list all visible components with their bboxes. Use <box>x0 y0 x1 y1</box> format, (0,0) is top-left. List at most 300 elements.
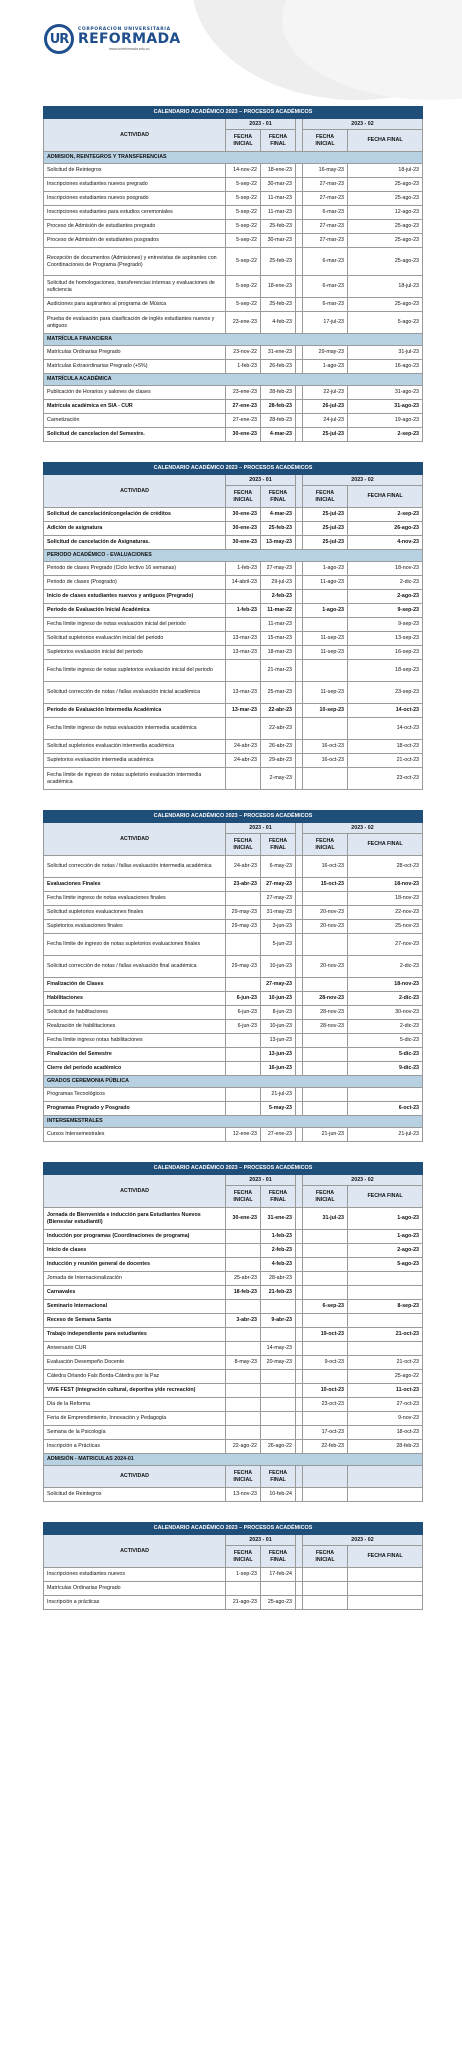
activity-cell: Cátedra Orlando Fals Borda-Cátedra por la Paz <box>44 1370 226 1384</box>
activity-cell: Matrículas Extraordinarias Pregrado (+5%) <box>44 360 226 374</box>
start-date-header: FECHA INICIAL <box>303 130 348 152</box>
calendar-table <box>43 1522 423 1610</box>
date-cell: 13-jun-23 <box>261 1048 296 1062</box>
table-row <box>44 1300 423 1314</box>
date-cell <box>261 1426 296 1440</box>
date-cell: 6-mar-23 <box>303 298 348 312</box>
activity-cell: Periodo de clases Pregrado (Ciclo lectivo 16 semanas) <box>44 562 226 576</box>
date-cell <box>303 978 348 992</box>
date-cell: 27-ene-23 <box>226 414 261 428</box>
activity-cell: Jornada de Bienvenida e inducción para Estudiantes Nuevos (Bienestar estudiantil) <box>44 1208 226 1230</box>
activity-cell: Fecha límite ingreso notas habilitaciones <box>44 1034 226 1048</box>
date-cell: 6-jun-23 <box>226 992 261 1006</box>
table-row <box>44 1128 423 1142</box>
date-cell <box>303 1568 348 1582</box>
activity-cell: Matrículas Ordinarias Pregrado <box>44 1582 226 1596</box>
date-cell: 5-sep-22 <box>226 178 261 192</box>
end-date-header: FECHA FINAL <box>348 130 423 152</box>
end-date-header: FECHA FINAL <box>348 486 423 508</box>
date-cell <box>261 1300 296 1314</box>
table-row <box>44 1102 423 1116</box>
section-header: ADMISIÓN - MATRICULAS 2024-01 <box>44 1454 423 1466</box>
date-cell: 23-ene-23 <box>226 312 261 334</box>
date-cell <box>348 1568 423 1582</box>
activity-cell: Solicitud corrección de notas / fallas evaluación final académica <box>44 956 226 978</box>
activity-cell: Programas Tecnológicos <box>44 1088 226 1102</box>
date-cell <box>226 1062 261 1076</box>
activity-header: ACTIVIDAD <box>44 475 226 508</box>
date-cell: 2-dic-23 <box>348 992 423 1006</box>
date-cell <box>303 1412 348 1426</box>
date-cell <box>348 1272 423 1286</box>
activity-cell: Realización de habilitaciones <box>44 1020 226 1034</box>
table-title: CALENDARIO ACADÉMICO 2023 – PROCESOS ACADÉMICOS <box>44 1163 423 1175</box>
date-cell: 18-nov-23 <box>348 878 423 892</box>
date-cell: 21-ago-23 <box>226 1596 261 1610</box>
start-date-header: FECHA INICIAL <box>226 834 261 856</box>
table-row <box>44 856 423 878</box>
calendar-table <box>43 106 423 442</box>
activity-cell: Solicitud de cancelacion del Semestre. <box>44 428 226 442</box>
date-cell: 27-mar-23 <box>303 178 348 192</box>
date-cell <box>226 1328 261 1342</box>
date-cell: 9-sep-23 <box>348 604 423 618</box>
date-cell: 5-ago-23 <box>348 312 423 334</box>
date-cell: 11-mar-23 <box>261 618 296 632</box>
date-cell: 28-feb-23 <box>261 386 296 400</box>
date-cell <box>303 1370 348 1384</box>
activity-cell: Solicitud de habilitaciones <box>44 1006 226 1020</box>
activity-cell: Seminario Internacional <box>44 1300 226 1314</box>
date-cell: 30-mar-23 <box>261 178 296 192</box>
date-cell: 5-dic-23 <box>348 1034 423 1048</box>
activity-cell: Solicitud de cancelación de Asignaturas. <box>44 536 226 550</box>
activity-cell: Feria de Emprendimiento, Innovación y Pedagogía <box>44 1412 226 1426</box>
date-cell: 5-sep-22 <box>226 234 261 248</box>
date-cell: 23-sep-23 <box>348 682 423 704</box>
date-cell: 12-ene-23 <box>226 1128 261 1142</box>
activity-cell: Inscripciones estudiantes nuevos <box>44 1568 226 1582</box>
date-cell: 6-mar-23 <box>303 248 348 276</box>
table-row <box>44 956 423 978</box>
date-cell: 2-sep-23 <box>348 508 423 522</box>
period-header: 2023 - 02 <box>303 119 423 130</box>
date-cell <box>303 1488 348 1502</box>
date-cell: 2-sep-23 <box>348 428 423 442</box>
date-cell <box>226 618 261 632</box>
table-row <box>44 1258 423 1272</box>
activity-cell: Periodo de Evaluación Intermedia Académica <box>44 704 226 718</box>
date-cell <box>226 590 261 604</box>
date-cell: 13-mar-23 <box>226 704 261 718</box>
activity-cell: Proceso de Admisión de estudiantes posgrados <box>44 234 226 248</box>
date-cell: 14-oct-23 <box>348 718 423 740</box>
date-cell: 18-jul-23 <box>348 164 423 178</box>
date-cell: 2-ago-23 <box>348 1244 423 1258</box>
date-cell: 25-feb-23 <box>261 522 296 536</box>
date-cell <box>303 718 348 740</box>
date-cell: 16-oct-23 <box>303 740 348 754</box>
date-cell <box>303 768 348 790</box>
start-date-header: FECHA INICIAL <box>226 1186 261 1208</box>
table-row <box>44 618 423 632</box>
date-cell <box>226 1300 261 1314</box>
date-cell <box>348 1488 423 1502</box>
date-cell: 22-abr-23 <box>261 718 296 740</box>
date-cell: 29-jul-23 <box>261 576 296 590</box>
table-row <box>44 1342 423 1356</box>
date-cell: 28-feb-23 <box>261 414 296 428</box>
date-cell <box>226 1034 261 1048</box>
date-cell: 1-feb-23 <box>226 562 261 576</box>
activity-cell: Periodo de Evaluación Inicial Académica <box>44 604 226 618</box>
activity-cell: Solicitud corrección de notas / fallas evaluación inicial académica <box>44 682 226 704</box>
table-row <box>44 576 423 590</box>
date-cell: 26-ago-22 <box>261 1440 296 1454</box>
activity-cell: Matrículas Ordinarias Pregrado <box>44 346 226 360</box>
date-cell: 23-abr-23 <box>226 878 261 892</box>
date-cell: 25-feb-23 <box>261 248 296 276</box>
table-row <box>44 508 423 522</box>
date-cell: 20-may-23 <box>261 1356 296 1370</box>
table-row <box>44 276 423 298</box>
start-date-header: FECHA INICIAL <box>226 1466 261 1488</box>
date-cell <box>226 1258 261 1272</box>
date-cell: 25-jul-23 <box>303 536 348 550</box>
date-cell: 27-may-23 <box>261 892 296 906</box>
date-cell <box>348 1342 423 1356</box>
date-cell: 22-abr-23 <box>261 704 296 718</box>
end-date-header: FECHA FINAL <box>261 130 296 152</box>
date-cell: 25-jul-23 <box>303 508 348 522</box>
activity-cell: Proceso de Admisión de estudiantes pregrado <box>44 220 226 234</box>
period-header: 2023 - 01 <box>226 119 296 130</box>
logo-mark-icon: UR <box>44 24 74 54</box>
table-row <box>44 1488 423 1502</box>
section-header: MATRÍCULA FINANCIERA <box>44 334 423 346</box>
date-cell: 29-abr-23 <box>261 754 296 768</box>
date-cell: 2-feb-23 <box>261 590 296 604</box>
table-row <box>44 878 423 892</box>
date-cell: 24-abr-23 <box>226 856 261 878</box>
date-cell: 1-feb-23 <box>226 604 261 618</box>
date-cell: 27-may-23 <box>261 562 296 576</box>
date-cell: 6-jun-23 <box>226 1006 261 1020</box>
date-cell: 22-jul-23 <box>303 386 348 400</box>
date-cell <box>303 590 348 604</box>
date-cell <box>348 1286 423 1300</box>
date-cell: 25-ago-23 <box>348 234 423 248</box>
date-cell: 18-ene-23 <box>261 276 296 298</box>
date-cell <box>348 1596 423 1610</box>
date-cell: 1-ago-23 <box>303 604 348 618</box>
date-cell: 27-nov-23 <box>348 934 423 956</box>
table-row <box>44 192 423 206</box>
date-cell: 18-nov-23 <box>348 978 423 992</box>
date-cell: 13-mar-23 <box>226 682 261 704</box>
date-cell: 4-nov-23 <box>348 536 423 550</box>
date-cell: 13-sep-23 <box>348 632 423 646</box>
activity-header: ACTIVIDAD <box>44 1535 226 1568</box>
date-cell <box>303 1342 348 1356</box>
table-row <box>44 1034 423 1048</box>
date-cell: 6-mar-23 <box>303 276 348 298</box>
date-cell <box>261 1370 296 1384</box>
date-cell <box>226 660 261 682</box>
date-cell: 15-mar-23 <box>261 632 296 646</box>
date-cell <box>303 1088 348 1102</box>
date-cell: 6-mar-23 <box>303 206 348 220</box>
activity-cell: Solicitud corrección de notas / fallas evaluación intermedia académica <box>44 856 226 878</box>
section-header: INTERSEMESTRALES <box>44 1116 423 1128</box>
date-cell: 21-jul-23 <box>348 1128 423 1142</box>
date-cell: 4-feb-23 <box>261 312 296 334</box>
date-cell: 5-sep-22 <box>226 276 261 298</box>
date-cell: 28-nov-23 <box>303 992 348 1006</box>
date-cell <box>303 1230 348 1244</box>
activity-cell: Inscripción a Prácticas <box>44 1440 226 1454</box>
date-cell <box>226 1230 261 1244</box>
date-cell: 13-nov-23 <box>226 1488 261 1502</box>
date-cell: 10-oct-23 <box>303 1384 348 1398</box>
date-cell: 25-ago-23 <box>348 248 423 276</box>
table-row <box>44 978 423 992</box>
start-date-header: FECHA INICIAL <box>303 1186 348 1208</box>
activity-cell: Inscripción a prácticas <box>44 1596 226 1610</box>
table-row <box>44 234 423 248</box>
date-cell: 28-nov-23 <box>303 1006 348 1020</box>
date-cell: 9-oct-23 <box>303 1356 348 1370</box>
table-row <box>44 632 423 646</box>
date-cell: 31-may-23 <box>261 906 296 920</box>
date-cell: 10-feb-24 <box>261 1488 296 1502</box>
date-cell: 10-sep-23 <box>303 704 348 718</box>
date-cell: 29-may-23 <box>226 956 261 978</box>
activity-cell: Periodo de clases (Posgrado) <box>44 576 226 590</box>
date-cell: 24-jul-23 <box>303 414 348 428</box>
date-cell: 30-ene-23 <box>226 522 261 536</box>
table-row <box>44 1208 423 1230</box>
date-cell: 30-ene-23 <box>226 428 261 442</box>
table-row <box>44 1230 423 1244</box>
activity-cell: VIVE FEST (Integración cultural, deportiva y/de recreación) <box>44 1384 226 1398</box>
date-cell <box>226 768 261 790</box>
date-cell <box>348 1314 423 1328</box>
activity-cell: Día de la Reforma <box>44 1398 226 1412</box>
table-row <box>44 522 423 536</box>
date-cell: 25-feb-23 <box>261 220 296 234</box>
date-cell <box>303 1258 348 1272</box>
table-row <box>44 178 423 192</box>
calendar-tables <box>43 106 422 1630</box>
period-header: 2023 - 01 <box>226 823 296 834</box>
date-cell: 27-mar-23 <box>303 192 348 206</box>
activity-cell: Semana de la Psicología <box>44 1426 226 1440</box>
date-cell <box>226 934 261 956</box>
activity-cell: Supletorios evaluación intermedia académica <box>44 754 226 768</box>
date-cell: 26-jul-23 <box>303 400 348 414</box>
table-row <box>44 1006 423 1020</box>
date-cell: 25-abr-23 <box>226 1272 261 1286</box>
date-cell <box>303 1062 348 1076</box>
date-cell: 27-oct-23 <box>348 1398 423 1412</box>
date-cell <box>226 1048 261 1062</box>
activity-cell: Inscripciones estudiantes nuevos posgrado <box>44 192 226 206</box>
activity-cell: Jornada de Internacionalización <box>44 1272 226 1286</box>
university-logo[interactable] <box>44 24 181 54</box>
date-cell: 1-ago-23 <box>303 360 348 374</box>
date-cell: 18-mar-23 <box>261 646 296 660</box>
date-cell <box>261 1412 296 1426</box>
activity-cell: Carnetización <box>44 414 226 428</box>
date-cell: 11-ago-23 <box>303 576 348 590</box>
section-header: MATRÍCULA ACADÉMICA <box>44 374 423 386</box>
date-cell: 5-sep-22 <box>226 192 261 206</box>
date-cell: 22-feb-23 <box>303 1440 348 1454</box>
end-date-header: FECHA FINAL <box>261 1546 296 1568</box>
date-cell: 28-oct-23 <box>348 856 423 878</box>
date-cell: 21-feb-23 <box>261 1286 296 1300</box>
table-row <box>44 298 423 312</box>
start-date-header: FECHA INICIAL <box>303 834 348 856</box>
table-row <box>44 1356 423 1370</box>
activity-cell: Solicitud de cancelación/congelación de créditos <box>44 508 226 522</box>
date-cell: 5-dic-23 <box>348 1048 423 1062</box>
date-cell <box>303 1102 348 1116</box>
date-cell: 9-dic-23 <box>348 1062 423 1076</box>
table-row <box>44 1568 423 1582</box>
start-date-header: FECHA INICIAL <box>303 1546 348 1568</box>
date-cell: 16-jun-23 <box>261 1062 296 1076</box>
date-cell <box>303 1244 348 1258</box>
date-cell <box>226 1342 261 1356</box>
date-cell <box>226 1426 261 1440</box>
date-cell: 18-nov-23 <box>348 892 423 906</box>
activity-cell: Cierre del periodo académico <box>44 1062 226 1076</box>
date-cell <box>348 1088 423 1102</box>
date-cell: 21-jul-23 <box>261 1088 296 1102</box>
date-cell: 29-may-23 <box>303 346 348 360</box>
date-cell: 22-ago-22 <box>226 1440 261 1454</box>
date-cell: 31-ene-23 <box>261 346 296 360</box>
activity-cell: Fecha límite ingreso de notas evaluaciones finales <box>44 892 226 906</box>
page-header <box>0 0 462 105</box>
table-row <box>44 1412 423 1426</box>
activity-header: ACTIVIDAD <box>44 1175 226 1208</box>
date-cell <box>226 1582 261 1596</box>
date-cell: 27-ene-23 <box>261 1128 296 1142</box>
date-cell: 25-ago-22 <box>348 1370 423 1384</box>
date-cell: 18-jul-23 <box>348 276 423 298</box>
date-cell: 25-jul-23 <box>303 428 348 442</box>
date-cell: 22-nov-23 <box>348 906 423 920</box>
date-cell <box>226 1088 261 1102</box>
start-date-header: FECHA INICIAL <box>226 130 261 152</box>
activity-cell: Fecha límite de ingreso de notas supletorio evaluación intermedia académica <box>44 768 226 790</box>
logo-subtitle: CORPORACIÓN UNIVERSITARIA <box>78 27 171 32</box>
date-cell <box>303 1034 348 1048</box>
date-cell: 10-jun-23 <box>261 956 296 978</box>
date-cell: 27-ene-23 <box>226 400 261 414</box>
date-cell: 9-sep-23 <box>348 618 423 632</box>
date-cell: 31-ago-23 <box>348 386 423 400</box>
activity-cell: Evaluaciones Finales <box>44 878 226 892</box>
date-cell: 20-nov-23 <box>303 920 348 934</box>
date-cell: 12-ago-23 <box>348 206 423 220</box>
end-date-header: FECHA FINAL <box>261 1186 296 1208</box>
date-cell: 26-abr-23 <box>261 740 296 754</box>
date-cell: 14-nov-22 <box>226 164 261 178</box>
date-cell <box>303 1582 348 1596</box>
table-title: CALENDARIO ACADÉMICO 2023 – PROCESOS ACADÉMICOS <box>44 1523 423 1535</box>
date-cell: 17-jul-23 <box>303 312 348 334</box>
date-cell: 1-ago-23 <box>348 1208 423 1230</box>
date-cell: 21-mar-23 <box>261 660 296 682</box>
table-row <box>44 1020 423 1034</box>
table-row <box>44 1244 423 1258</box>
activity-header: ACTIVIDAD <box>44 1466 226 1488</box>
date-cell: 20-nov-23 <box>303 906 348 920</box>
date-cell: 13-mar-23 <box>226 632 261 646</box>
date-cell <box>303 892 348 906</box>
date-cell: 28-nov-23 <box>303 1020 348 1034</box>
date-cell: 31-ago-23 <box>348 400 423 414</box>
date-cell: 28-abr-23 <box>261 1272 296 1286</box>
date-cell: 25-feb-23 <box>261 298 296 312</box>
activity-cell: Inicio de clases <box>44 1244 226 1258</box>
date-cell: 5-sep-22 <box>226 206 261 220</box>
date-cell <box>226 1244 261 1258</box>
date-cell: 11-mar-23 <box>261 192 296 206</box>
date-cell <box>348 1582 423 1596</box>
date-cell: 11-mar-22 <box>261 604 296 618</box>
date-cell: 25-ago-23 <box>261 1596 296 1610</box>
table-row <box>44 660 423 682</box>
activity-cell: Receso de Semana Santa <box>44 1314 226 1328</box>
activity-cell: Fecha límite ingreso de notas evaluación inicial del periodo <box>44 618 226 632</box>
activity-cell: Recepción de documentos (Admisiones) y entrevistas de aspirantes con Coordinaciones de Programa (Pregrado) <box>44 248 226 276</box>
table-row <box>44 768 423 790</box>
section-header: ADMISION, REINTEGROS Y TRANSFERENCIAS <box>44 152 423 164</box>
activity-cell: Solicitud supletorios evaluación inicial del periodo <box>44 632 226 646</box>
table-row <box>44 1426 423 1440</box>
table-row <box>44 1582 423 1596</box>
date-cell: 11-sep-23 <box>303 632 348 646</box>
date-cell: 25-nov-23 <box>348 920 423 934</box>
table-row <box>44 312 423 334</box>
table-row <box>44 414 423 428</box>
date-cell: 6-oct-23 <box>348 1102 423 1116</box>
logo-url: www.unireformada.edu.co <box>109 47 150 51</box>
table-row <box>44 220 423 234</box>
table-row <box>44 1048 423 1062</box>
activity-cell: Cursos Intersemestrales <box>44 1128 226 1142</box>
date-cell <box>226 1370 261 1384</box>
date-cell: 23-oct-23 <box>303 1398 348 1412</box>
table-row <box>44 590 423 604</box>
activity-cell: Trabajo independiente para estudiantes <box>44 1328 226 1342</box>
table-row <box>44 1440 423 1454</box>
section-header: GRADOS CEREMONIA PÚBLICA <box>44 1076 423 1088</box>
activity-cell: Fecha límite ingreso de notas evaluación intermedia académica <box>44 718 226 740</box>
period-header: 2023 - 02 <box>303 1175 423 1186</box>
activity-header: ACTIVIDAD <box>44 119 226 152</box>
period-header: 2023 - 01 <box>226 475 296 486</box>
date-cell: 31-jul-23 <box>303 1208 348 1230</box>
activity-cell: Finalización de Clases <box>44 978 226 992</box>
table-title: CALENDARIO ACADÉMICO 2023 – PROCESOS ACADÉMICOS <box>44 811 423 823</box>
date-cell: 21-jun-23 <box>303 1128 348 1142</box>
